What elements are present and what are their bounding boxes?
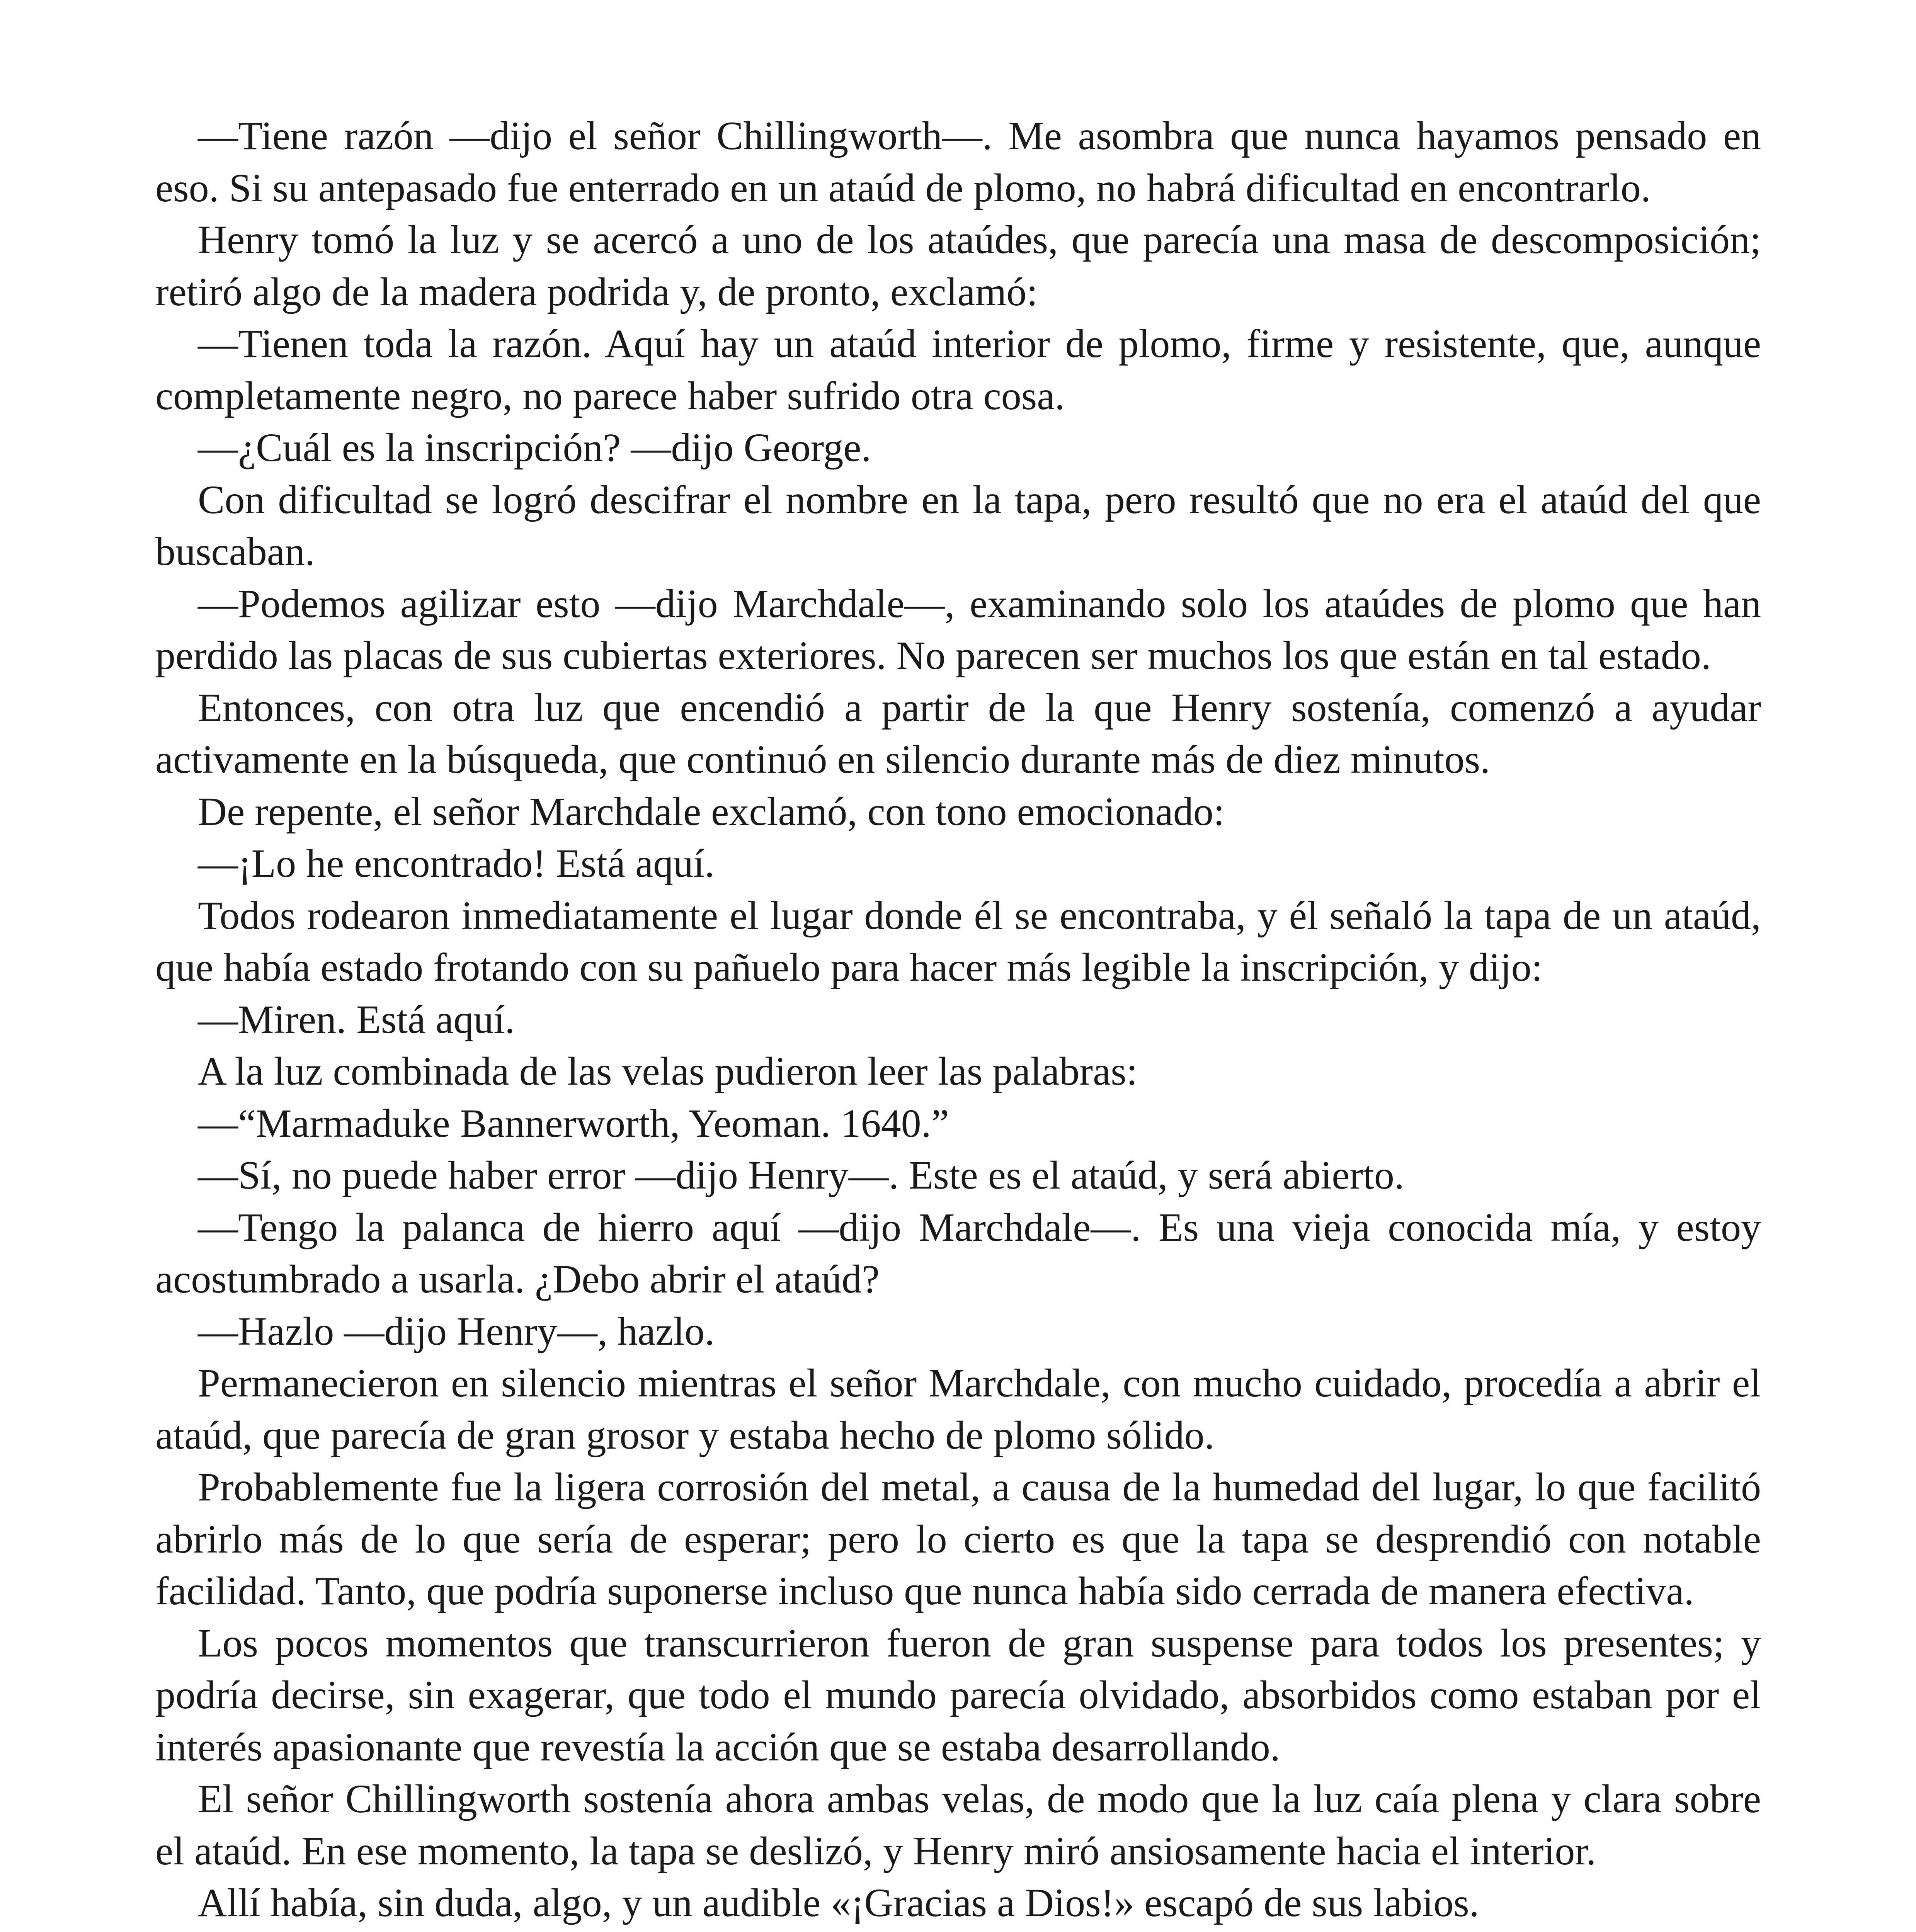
paragraph: Entonces, con otra luz que encendió a partir de la que Henry sostenía, comenzó a ayudar activamente en la búsqueda, que continuó en silencio durante más de diez minutos. — [155, 685, 1761, 782]
paragraph: —Tiene razón —dijo el señor Chillingworth—. Me asombra que nunca hayamos pensado en eso. Si su antepasado fue enterrado en un ataúd de plomo, no habrá dificultad en encontrarlo. — [155, 114, 1761, 210]
paragraph: Los pocos momentos que transcurrieron fueron de gran suspense para todos los presentes; y podría decirse, sin exagerar, que todo el mundo parecía olvidado, absorbidos como estaban por el interés apasionante que revestía la acción que se estaba desarrollando. — [155, 1621, 1761, 1769]
paragraph: A la luz combinada de las velas pudieron leer las palabras: — [198, 1049, 1138, 1094]
paragraph: —¿Cuál es la inscripción? —dijo George. — [198, 425, 871, 470]
paragraph: —Sí, no puede haber error —dijo Henry—. Este es el ataúd, y será abierto. — [198, 1153, 1404, 1197]
paragraph: Allí había, sin duda, algo, y un audible «¡Gracias a Dios!» escapó de sus labios. — [198, 1881, 1479, 1925]
paragraph: —“Marmaduke Bannerworth, Yeoman. 1640.” — [198, 1101, 949, 1146]
paragraph: Henry tomó la luz y se acercó a uno de los ataúdes, que parecía una masa de descomposición; retiró algo de la madera podrida y, de pronto, exclamó: — [155, 218, 1761, 314]
paragraph: —Tienen toda la razón. Aquí hay un ataúd interior de plomo, firme y resistente, que, aunque completamente negro, no parece haber sufrido otra cosa. — [155, 321, 1761, 418]
paragraph: —Miren. Está aquí. — [198, 997, 515, 1042]
paragraph: El señor Chillingworth sostenía ahora ambas velas, de modo que la luz caía plena y clara sobre el ataúd. En ese momento, la tapa se deslizó, y Henry miró ansiosamente hacia el interior. — [155, 1777, 1761, 1873]
paragraph: Probablemente fue la ligera corrosión del metal, a causa de la humedad del lugar, lo que facilitó abrirlo más de lo que sería de esperar; pero lo cierto es que la tapa se desprendió con notable facilidad. Tanto, que podría suponerse incluso que nunca había sido cerrada de manera efectiva. — [155, 1465, 1761, 1613]
paragraph: —Hazlo —dijo Henry—, hazlo. — [198, 1309, 715, 1354]
paragraph: —¡Lo he encontrado! Está aquí. — [198, 841, 715, 886]
page-body — [155, 110, 1761, 1932]
paragraph: Permanecieron en silencio mientras el señor Marchdale, con mucho cuidado, procedía a abrir el ataúd, que parecía de gran grosor y estaba hecho de plomo sólido. — [155, 1361, 1761, 1458]
paragraph: Todos rodearon inmediatamente el lugar donde él se encontraba, y él señaló la tapa de un ataúd, que había estado frotando con su pañuelo para hacer más legible la inscripción, y dijo: — [155, 893, 1761, 990]
paragraph — [155, 1929, 1761, 1932]
paragraph: Con dificultad se logró descifrar el nombre en la tapa, pero resultó que no era el ataúd del que buscaban. — [155, 477, 1761, 574]
paragraph: De repente, el señor Marchdale exclamó, con tono emocionado: — [198, 789, 1225, 834]
paragraph: —Tengo la palanca de hierro aquí —dijo Marchdale—. Es una vieja conocida mía, y estoy acostumbrado a usarla. ¿Debo abrir el ataúd? — [155, 1205, 1761, 1301]
paragraph: —Podemos agilizar esto —dijo Marchdale—, examinando solo los ataúdes de plomo que han perdido las placas de sus cubiertas exteriores. No parecen ser muchos los que están en tal estado. — [155, 581, 1761, 678]
